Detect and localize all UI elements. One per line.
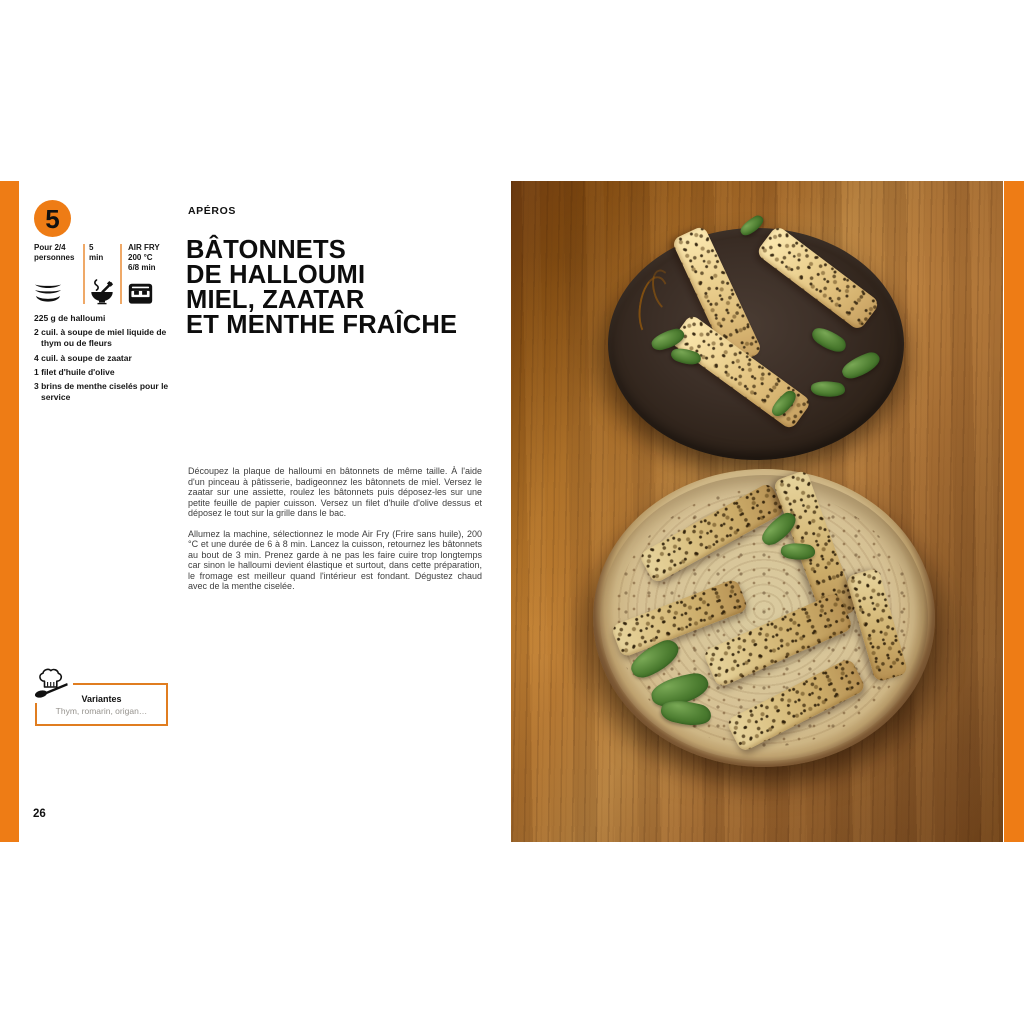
recipe-title — [186, 238, 496, 338]
left-accent-bar — [0, 181, 19, 842]
variants-text: Thym, romarin, origan… — [55, 706, 148, 716]
title-line: DE HALLOUMI — [186, 261, 366, 289]
cooking-line3: 6/8 min — [128, 263, 156, 272]
variants-box — [35, 683, 168, 726]
title-line: ET MENTHE FRAÎCHE — [186, 311, 458, 339]
info-divider — [120, 244, 122, 304]
ingredients-list — [34, 313, 184, 407]
food-photo — [511, 181, 1003, 842]
stacked-plates-icon — [34, 283, 62, 305]
title-line: MIEL, ZAATAR — [186, 286, 365, 314]
info-prep-time — [89, 243, 119, 305]
prep-line1: 5 — [89, 243, 94, 252]
recipe-number-badge — [34, 200, 71, 237]
cooking-line2: 200 °C — [128, 253, 153, 262]
ingredient-item: 225 g de halloumi — [34, 313, 106, 323]
category-label: APÉROS — [188, 205, 236, 217]
prep-line2: min — [89, 253, 104, 262]
ingredient-item: 1 filet d'huile d'olive — [34, 366, 115, 377]
page-number: 26 — [33, 808, 46, 820]
recipe-info-row — [34, 243, 174, 305]
ingredient-item: 4 cuil. à soupe de zaatar — [34, 352, 132, 363]
info-divider — [83, 244, 85, 304]
servings-line1: Pour 2/4 — [34, 243, 66, 252]
variants-label: Variantes — [81, 694, 122, 704]
cooking-line1: AIR FRY — [128, 243, 160, 252]
info-servings — [34, 243, 82, 305]
instruction-paragraph: Allumez la machine, sélectionnez le mode Air Fry (Frire sans huile), 200 °C et une durée de 6 à 8 min. Lancez la cuisson, retournez les bâtonnets au bout de 3 min. Prenez garde à ne pas les faire cuire trop longtemps car sinon le halloumi devient élastique et surtout, dans cette préparation, le fromage est meilleur quand l'intérieur est fondant. Dégustez chaud avec de la menthe ciselée. — [188, 528, 482, 591]
instruction-paragraph: Découpez la plaque de halloumi en bâtonnets de même taille. À l'aide d'un pinceau à pâtisserie, badigeonnez les bâtonnets de miel. Versez le zaatar sur une assiette, roulez les bâtonnets puis déposez-les sur une petite feuille de papier cuisson. Versez un filet d'huile d'olive dessus et déposez le tout sur la grille dans le bac. — [188, 466, 482, 518]
ingredient-item: 3 brins de menthe ciselés pour le service — [34, 381, 169, 403]
ingredient-item: 2 cuil. à soupe de miel liquide de thym ou de fleurs — [34, 327, 167, 349]
instructions — [188, 466, 482, 602]
air-fryer-icon — [128, 283, 153, 305]
recipe-number: 5 — [45, 203, 60, 234]
mixing-bowl-icon — [89, 279, 115, 305]
right-accent-bar — [1004, 181, 1024, 842]
info-cooking-mode — [128, 243, 174, 305]
title-line: BÂTONNETS — [186, 236, 347, 264]
servings-line2: personnes — [34, 253, 75, 262]
